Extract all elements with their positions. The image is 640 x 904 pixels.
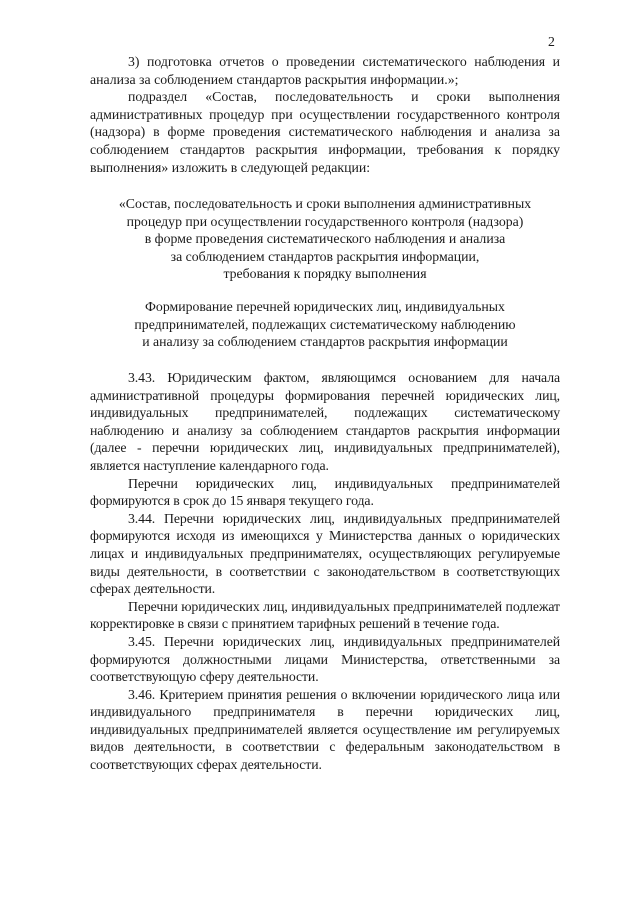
subsection-heading <box>90 298 560 351</box>
subheading-line: предпринимателей, подлежащих систематическому наблюдению <box>134 316 516 332</box>
heading-line: «Состав, последовательность и сроки выполнения административных <box>118 196 532 211</box>
heading-line: за соблюдением стандартов раскрытия информации, <box>170 248 480 264</box>
heading-line: требования к порядку выполнения <box>223 266 427 282</box>
heading-line: процедур при осуществлении государственного контроля (надзора) <box>126 213 524 229</box>
intro-paragraph-1: 3) подготовка отчетов о проведении систематического наблюдения и анализа за соблюдением стандартов раскрытия информации.»; <box>90 54 560 87</box>
heading-line: в форме проведения систематического наблюдения и анализа <box>144 231 506 247</box>
paragraph-3-43: 3.43. Юридическим фактом, являющимся основанием для начала административной процедуры формирования перечней юридических лиц, индивидуальных предпринимателей, подлежащих систематическому наблюдению и анализу за соблюдением стандартов раскрытия информации (далее - перечни юридических лиц, индивидуальных предпринимателей), является наступление календарного года. <box>90 370 560 473</box>
subheading-line: и анализу за соблюдением стандартов раскрытия информации <box>142 334 508 350</box>
paragraph-3-44: 3.44. Перечни юридических лиц, индивидуальных предпринимателей формируются исходя из имеющихся у Министерства данных о юридических лицах и индивидуальных предпринимателях, осуществляющих регулируемые виды деятельности, в соответствии с законодательством в соответствующих сферах деятельности. <box>90 510 560 597</box>
body-section <box>90 369 560 774</box>
intro-paragraph-2: подраздел «Состав, последовательность и сроки выполнения административных процедур при осуществлении государственного контроля (надзора) в форме проведения систематического наблюдения и анализа за соблюдением стандартов раскрытия информации, требования к порядку выполнения» изложить в следующей редакции: <box>90 89 560 175</box>
section-heading <box>90 195 560 283</box>
page-number: 2 <box>548 34 555 49</box>
paragraph-3-46: 3.46. Критерием принятия решения о включении юридического лица или индивидуального предпринимателя в перечни юридических лиц, индивидуальных предпринимателей является осуществление им регулируемых видов деятельности, в соответствии с федеральным законодательством в соответствующих сферах деятельности. <box>90 686 560 773</box>
subheading-line: Формирование перечней юридических лиц, индивидуальных <box>145 299 505 314</box>
intro-section <box>90 53 560 176</box>
paragraph-3-43-deadline: Перечни юридических лиц, индивидуальных предпринимателей формируются в срок до 15 января текущего года. <box>90 475 560 509</box>
paragraph-3-45: 3.45. Перечни юридических лиц, индивидуальных предпринимателей формируются должностными лицами Министерства, ответственными за соответствующую сферу деятельности. <box>90 633 560 685</box>
paragraph-3-44-correction: Перечни юридических лиц, индивидуальных предпринимателей подлежат корректировке в связи с принятием тарифных решений в течение года. <box>90 598 560 632</box>
